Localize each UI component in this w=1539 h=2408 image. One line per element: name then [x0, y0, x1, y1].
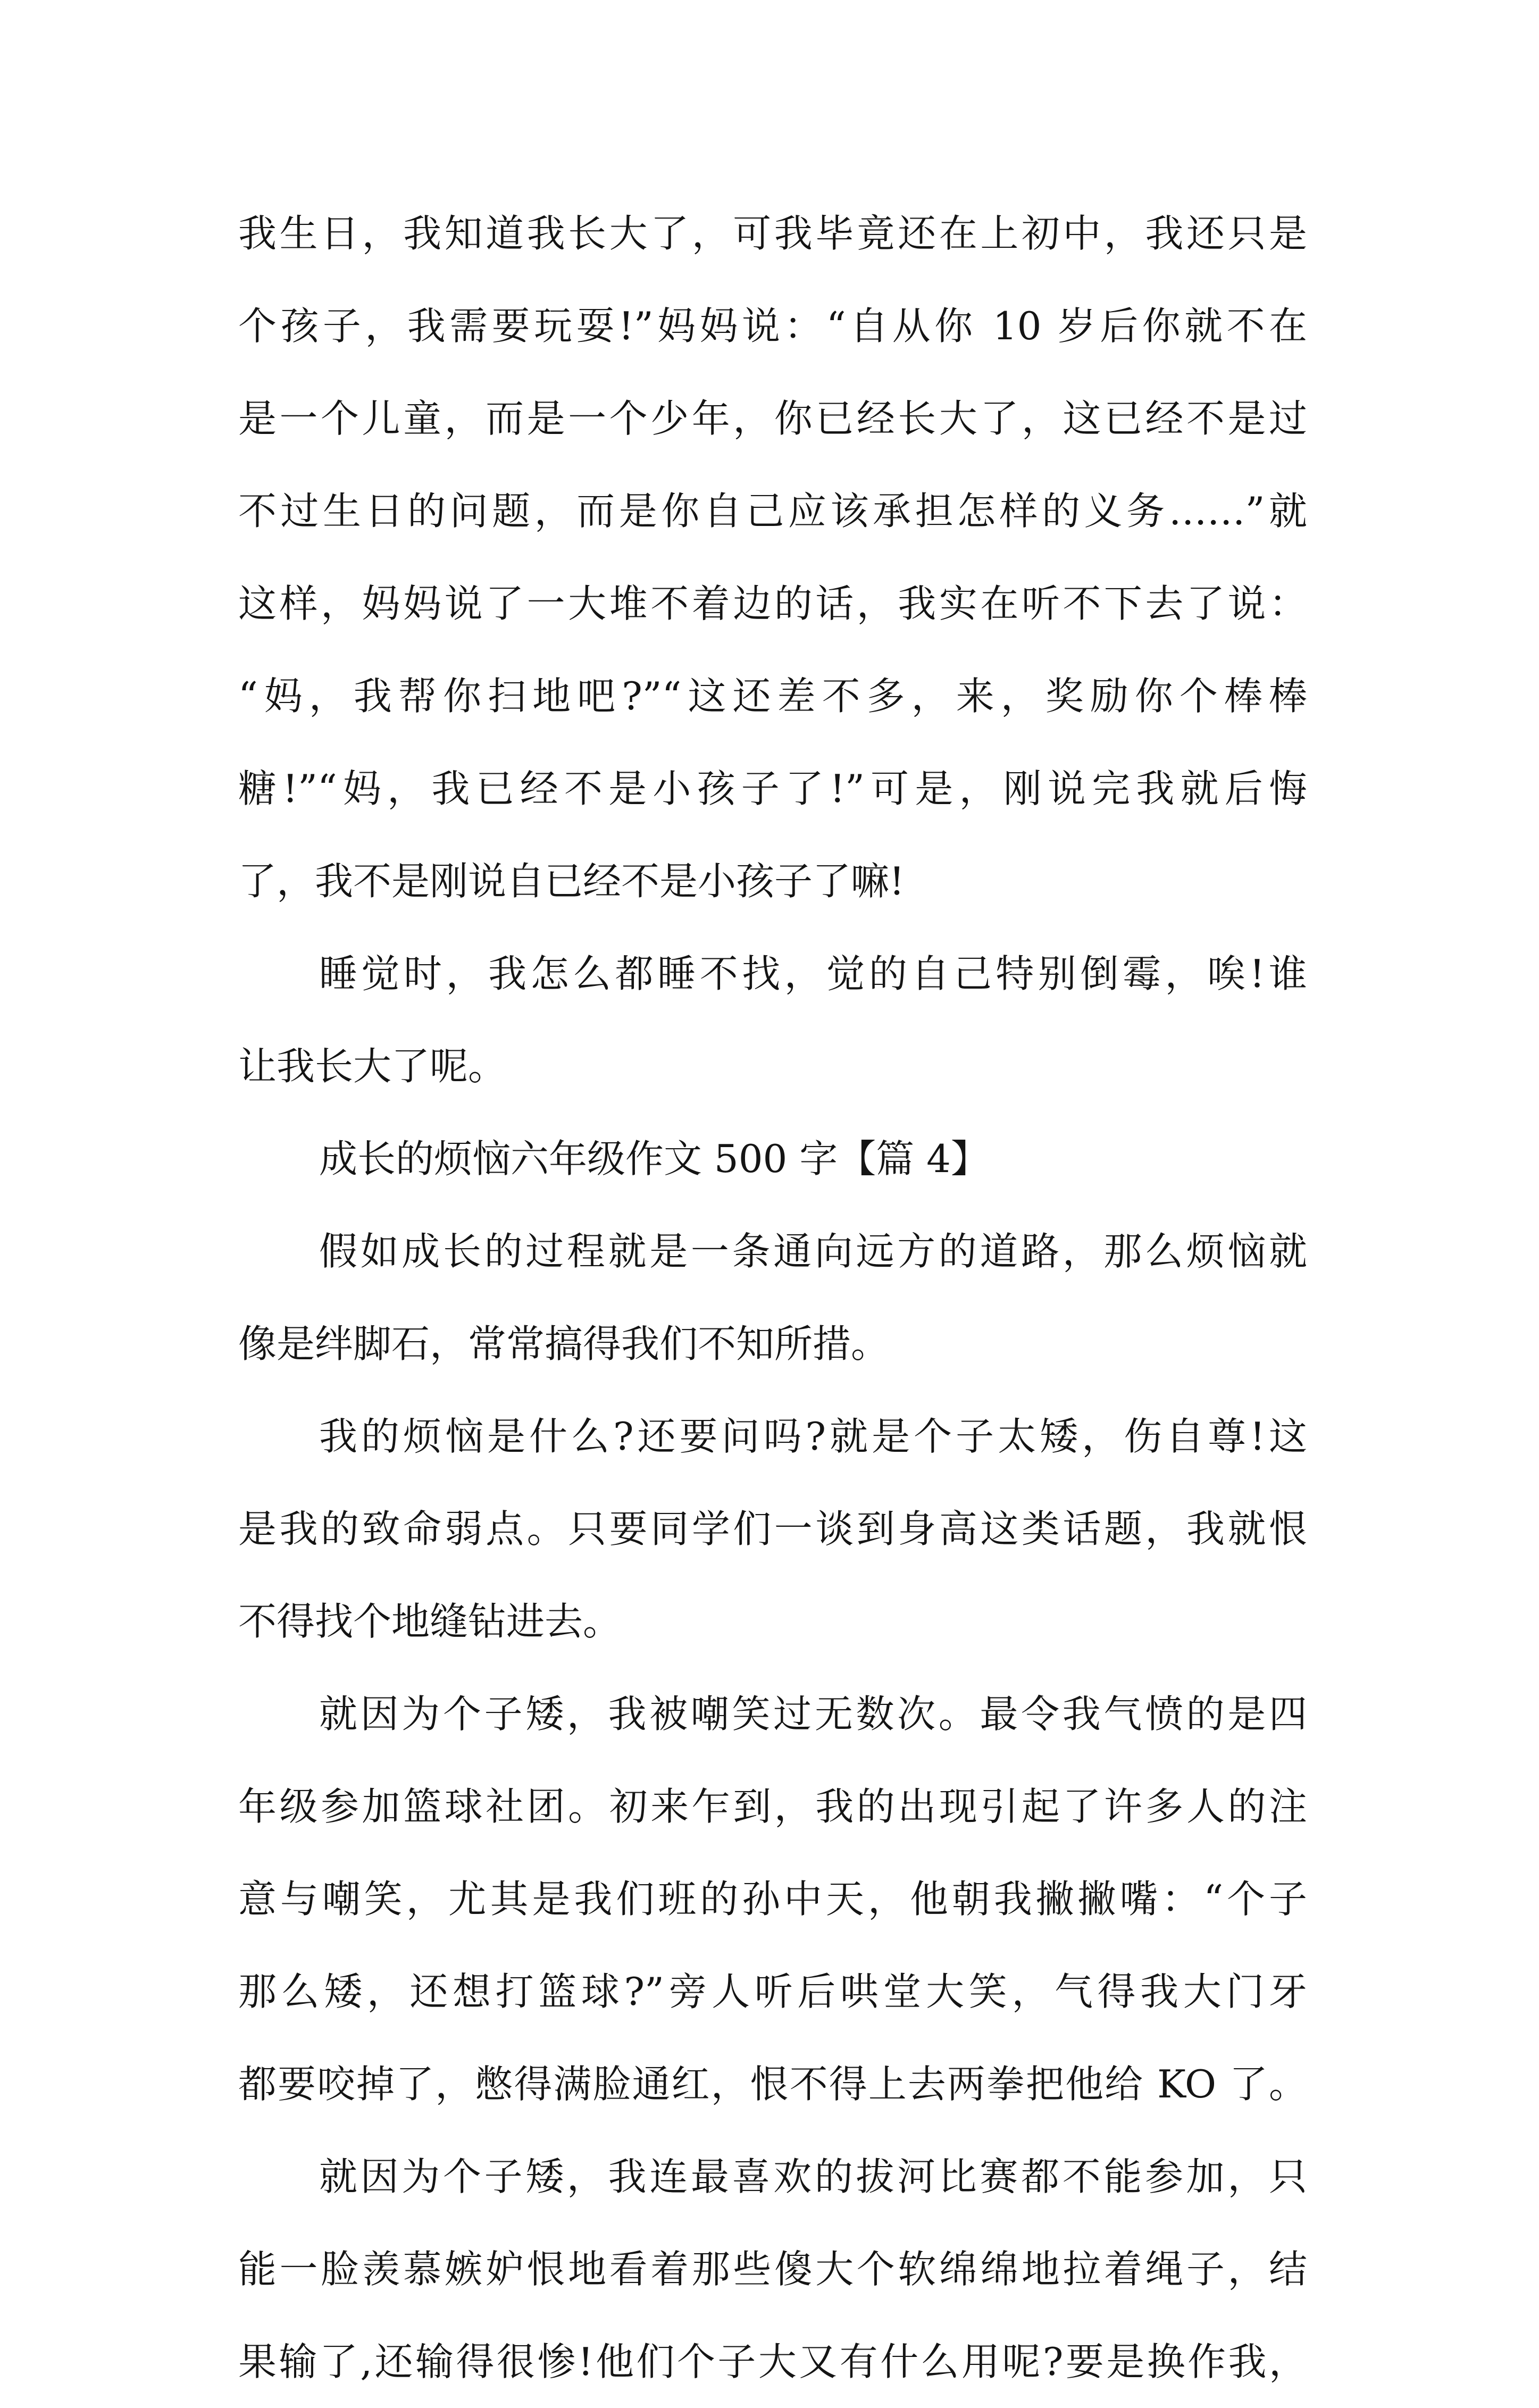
essay-text-block: [238, 187, 1307, 2408]
text-line: 像是绊脚石，常常搞得我们不知所措。: [238, 1322, 890, 1366]
text-line: 都要咬掉了，憋得满脸通红，恨不得上去两拳把他给 KO 了。: [238, 2062, 1307, 2106]
text-line: 成长的烦恼六年级作文 500 字【篇 4】: [319, 1136, 989, 1181]
text-line: 让我长大了呢。: [238, 1044, 507, 1089]
text-line: 我生日，我知道我长大了，可我毕竟还在上初中，我还只是: [238, 211, 1307, 256]
text-line: 个孩子，我需要玩耍!”妈妈说：“自从你 10 岁后你就不在: [238, 304, 1307, 348]
text-line: 就因为个子矮，我被嘲笑过无数次。最令我气愤的是四: [319, 1692, 1307, 1736]
text-line: 就因为个子矮，我连最喜欢的拔河比赛都不能参加，只: [319, 2154, 1307, 2199]
text-line: 果输了,还输得很惨!他们个子大又有什么用呢?要是换作我，: [238, 2339, 1307, 2384]
text-line: 是一个儿童，而是一个少年，你已经长大了，这已经不是过: [238, 396, 1307, 441]
text-line: 意与嘲笑，尤其是我们班的孙中天，他朝我撇撇嘴：“个子: [238, 1877, 1307, 1921]
text-line: 是我的致命弱点。只要同学们一谈到身高这类话题，我就恨: [238, 1507, 1307, 1551]
text-line: 不得找个地缝钻进去。: [238, 1599, 622, 1644]
text-line: 那么矮，还想打篮球?”旁人听后哄堂大笑，气得我大门牙: [238, 1969, 1307, 2014]
text-line: “妈，我帮你扫地吧?”“这还差不多，来，奖励你个棒棒: [238, 674, 1307, 718]
text-line: 了，我不是刚说自已经不是小孩子了嘛!: [238, 859, 905, 904]
text-line: 糖!”“妈，我已经不是小孩子了!”可是，刚说完我就后悔: [238, 766, 1307, 811]
text-line: 假如成长的过程就是一条通向远方的道路，那么烦恼就: [319, 1229, 1307, 1274]
text-line: 能一脸羡慕嫉妒恨地看着那些傻大个软绵绵地拉着绳子，结: [238, 2247, 1307, 2292]
text-line: 不过生日的问题，而是你自己应该承担怎样的义务……”就: [238, 489, 1307, 533]
text-line: 我的烦恼是什么?还要问吗?就是个子太矮，伤自尊!这: [319, 1414, 1307, 1459]
text-line: 睡觉时，我怎么都睡不找，觉的自己特别倒霉，唉!谁: [319, 951, 1307, 996]
text-line: 年级参加篮球社团。初来乍到，我的出现引起了许多人的注: [238, 1784, 1307, 1829]
text-line: 这样，妈妈说了一大堆不着边的话，我实在听不下去了说：: [238, 581, 1307, 626]
